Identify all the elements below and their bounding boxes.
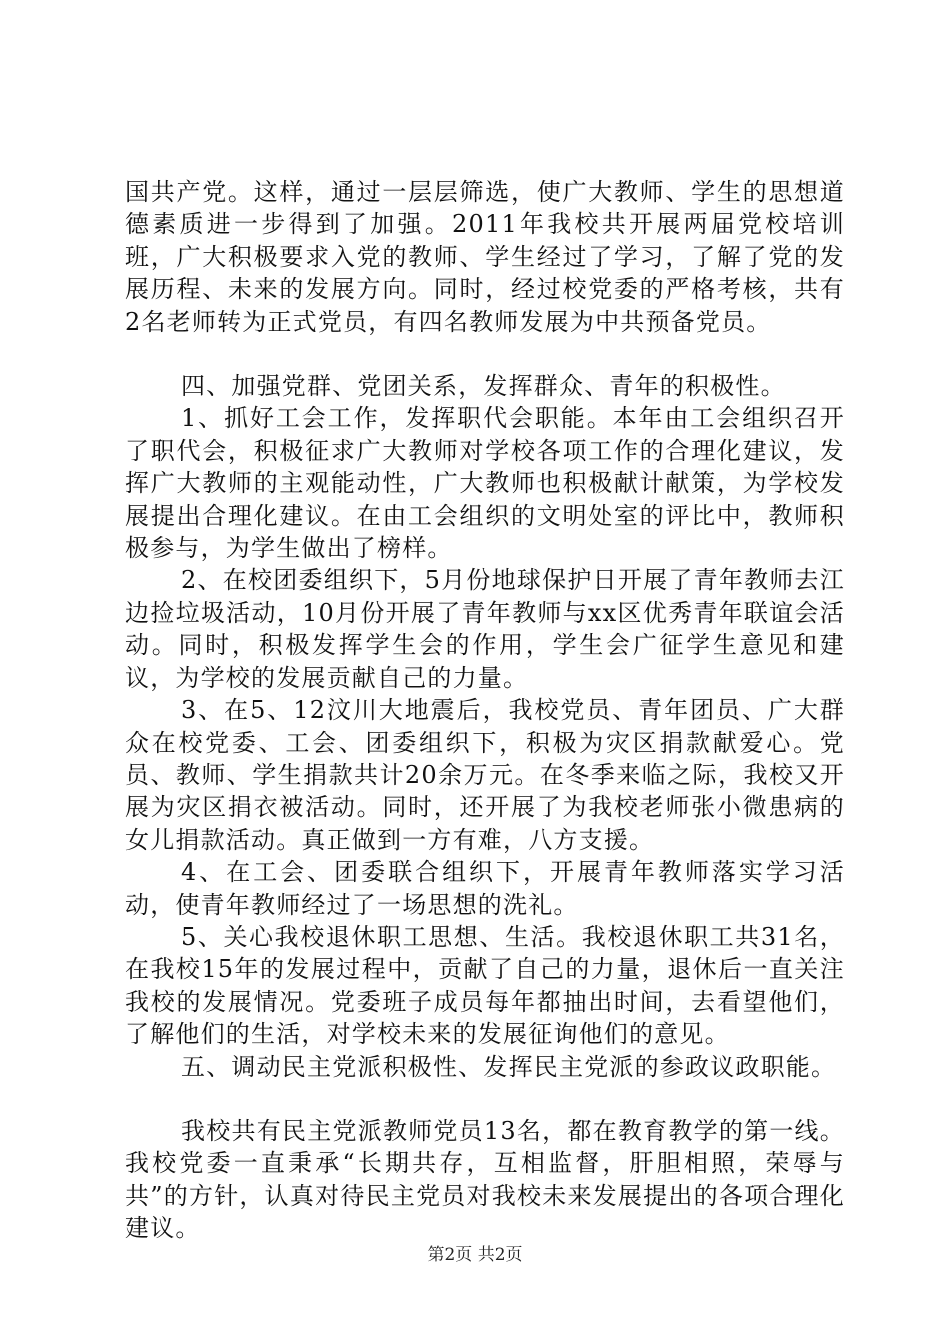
section-heading-four: 四、加强党群、党团关系，发挥群众、青年的积极性。	[181, 372, 786, 401]
paragraph-item-4: 4、在工会、团委联合组织下，开展青年教师落实学习活动，使青年教师经过了一场思想的洗礼。	[125, 858, 845, 919]
paragraph-item-1: 1、抓好工会工作，发挥职代会职能。本年由工会组织召开了职代会，积极征求广大教师对学校各项工作的合理化建议，发挥广大教师的主观能动性，广大教师也积极献计献策，为学校发展提出合理化建议。在由工会组织的文明处室的评比中，教师积极参与，为学生做出了榜样。	[125, 404, 845, 563]
paragraph-item-2: 2、在校团委组织下，5月份地球保护日开展了青年教师去江边捡垃圾活动，10月份开展了青年教师与xx区优秀青年联谊会活动。同时，积极发挥学生会的作用，学生会广征学生意见和建议，为学校的发展贡献自己的力量。	[125, 566, 845, 692]
page-number-footer: 第2页 共2页	[427, 1245, 523, 1265]
paragraph-democratic-parties: 我校共有民主党派教师党员13名，都在教育教学的第一线。我校党委一直秉承“长期共存，互相监督，肝胆相照，荣辱与共”的方针，认真对待民主党员对我校未来发展提出的各项合理化建议。	[125, 1116, 845, 1243]
document-body	[125, 176, 845, 1245]
paragraph-party-development: 国共产党。这样，通过一层层筛选，使广大教师、学生的思想道德素质进一步得到了加强。2011年我校共开展两届党校培训班，广大积极要求入党的教师、学生经过了学习，了解了党的发展历程、未来的发展方向。同时，经过校党委的严格考核，共有2名老师转为正式党员，有四名教师发展为中共预备党员。	[125, 178, 845, 336]
paragraph-item-3: 3、在5、12汶川大地震后，我校党员、青年团员、广大群众在校党委、工会、团委组织下，积极为灾区捐款献爱心。党员、教师、学生捐款共计20余万元。在冬季来临之际，我校又开展为灾区捐衣被活动。同时，还开展了为我校老师张小微患病的女儿捐款活动。真正做到一方有难，八方支援。	[125, 696, 845, 854]
section-heading-five: 五、调动民主党派积极性、发挥民主党派的参政议政职能。	[181, 1052, 837, 1081]
paragraph-item-5: 5、关心我校退休职工思想、生活。我校退休职工共31名，在我校15年的发展过程中，贡献了自己的力量，退休后一直关注我校的发展情况。党委班子成员每年都抽出时间，去看望他们，了解他们的生活，对学校未来的发展征询他们的意见。	[125, 922, 845, 1049]
